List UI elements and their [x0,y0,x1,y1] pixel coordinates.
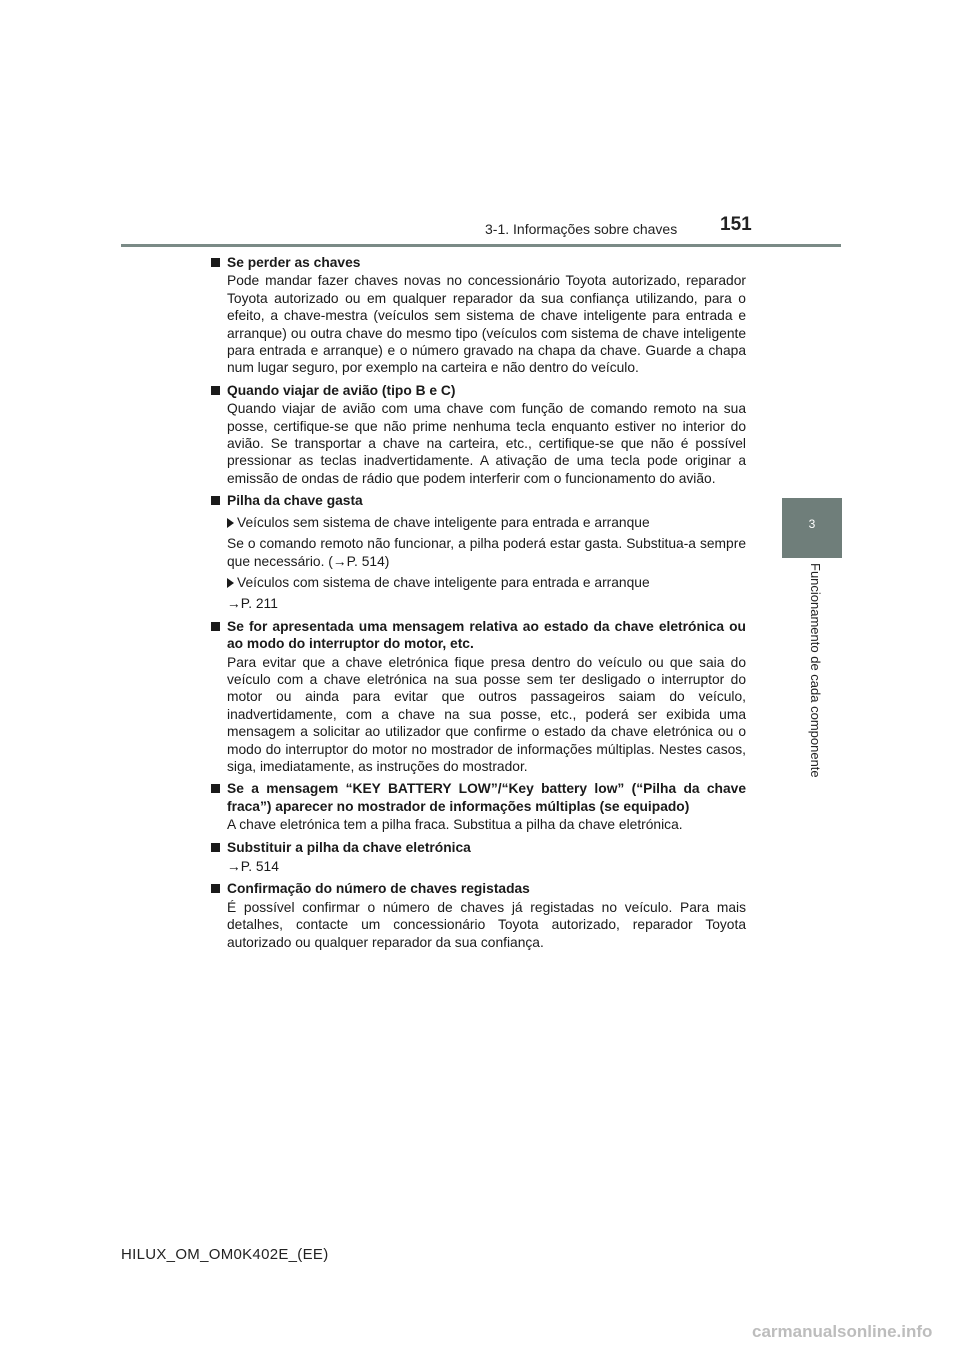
item-heading: Quando viajar de avião (tipo B e C) [210,382,746,399]
chapter-label: Funcionamento de cada componente [808,563,823,778]
square-bullet-icon [211,496,220,505]
square-bullet-icon [211,843,220,852]
page-reference-link[interactable]: →P. 514 [227,859,279,874]
list-item [210,254,746,377]
list-item [210,780,746,833]
item-heading: Se for apresentada uma mensagem relativa ao estado da chave eletrónica ou ao modo do interruptor do motor, etc. [210,618,746,653]
main-content [210,254,746,956]
item-heading: Substituir a pilha da chave eletrónica [210,839,746,856]
square-bullet-icon [211,386,220,395]
square-bullet-icon [211,622,220,631]
page-number: 151 [720,214,752,235]
item-heading: Se perder as chaves [210,254,746,271]
item-body: É possível confirmar o número de chaves já registadas no veículo. Para mais detalhes, contacte um concessionário Toyota autorizado, reparador Toyota autorizado ou qualquer reparador da sua confiança. [227,899,746,950]
item-body: A chave eletrónica tem a pilha fraca. Substitua a pilha da chave eletrónica. [227,817,683,833]
sub-heading: Veículos com sistema de chave inteligente para entrada e arranque [210,574,746,591]
list-item [210,618,746,776]
document-code: HILUX_OM_OM0K402E_(EE) [121,1246,329,1263]
chapter-number: 3 [808,517,816,531]
triangle-bullet-icon [227,518,234,528]
list-item [210,382,746,487]
square-bullet-icon [211,258,220,267]
item-body: Para evitar que a chave eletrónica fique presa dentro do veículo ou que saia do veículo com a chave eletrónica na sua posse sem ter desligado o interruptor do motor ou ainda para evitar que outros passageiros saiam do veículo, inadvertidamente, com a chave na sua posse, etc., poderá ser exibida uma mensagem a solicitar ao utilizador que confirme o estado da chave eletrónica ou o modo do interruptor do motor no mostrador de informações múltiplas. Nestes casos, siga, imediatamente, as instruções do mostrador. [227,654,746,774]
item-body: Quando viajar de avião com uma chave com função de comando remoto na sua posse, certifique-se que não prime nenhuma tecla enquanto estiver no interior do avião. Se transportar a chave na carteira, etc., certifique-se que não é possível pressionar as teclas inadvertidamente. A ativação de uma tecla pode originar a emissão de ondas de rádio que podem interferir com o funcionamento do avião. [227,401,746,486]
triangle-bullet-icon [227,578,234,588]
watermark: carmanualsonline.info [752,1322,933,1341]
page-reference-link[interactable]: →P. 211 [227,596,278,612]
list-item [210,492,746,612]
item-heading: Pilha da chave gasta [210,492,746,509]
header-divider [121,244,841,247]
item-heading: Se a mensagem “KEY BATTERY LOW”/“Key battery low” (“Pilha da chave fraca”) aparecer no mostrador de informações múltiplas (se equipado) [210,780,746,815]
item-body: Pode mandar fazer chaves novas no concessionário Toyota autorizado, reparador Toyota autorizado ou em qualquer reparador da sua confiança utilizando, para o efeito, a chave-mestra (veículos sem sistema de chave inteligente para entrada e arranque) ou outra chave do mesmo tipo (veículos com sistema de chave inteligente para entrada e arranque) e o número gravado na chapa da chave. Guarde a chapa num lugar seguro, por exemplo na carteira e não dentro do veículo. [227,273,746,376]
item-body: Se o comando remoto não funcionar, a pilha poderá estar gasta. Substitua-a sempre que necessário. (→P. 514) [227,536,746,569]
section-title: 3-1. Informações sobre chaves [485,221,678,237]
item-heading: Confirmação do número de chaves registadas [210,880,746,897]
sub-heading: Veículos sem sistema de chave inteligente para entrada e arranque [210,514,746,531]
square-bullet-icon [211,884,220,893]
list-item [210,839,746,876]
square-bullet-icon [211,784,220,793]
list-item [210,880,746,951]
